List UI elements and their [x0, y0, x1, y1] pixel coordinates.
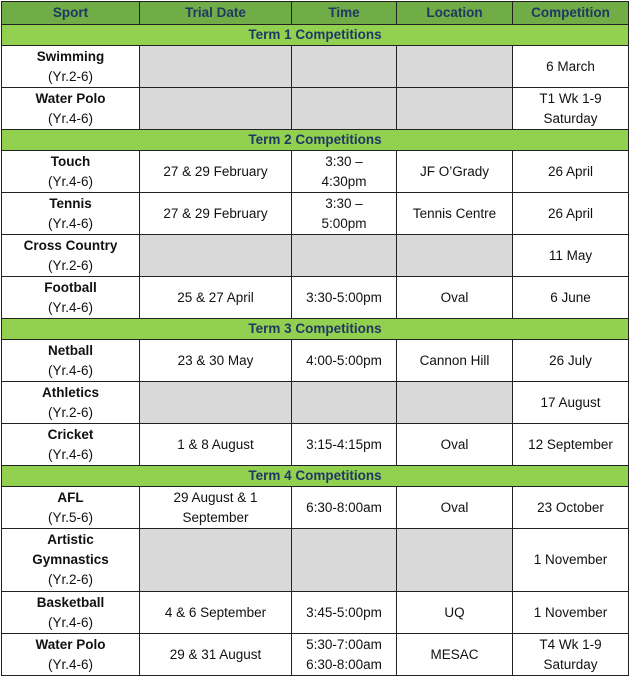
- competition-cell: [513, 151, 629, 193]
- term-title: Term 4 Competitions: [2, 466, 629, 487]
- table-row: [2, 46, 629, 88]
- sport-cell: [2, 340, 140, 382]
- cell-line: 3:45-5:00pm: [306, 604, 382, 620]
- cell-line: 3:30 –: [325, 153, 363, 169]
- sport-name: Football: [44, 279, 97, 295]
- cell-line: 29 & 31 August: [169, 646, 262, 662]
- term-row: [2, 319, 629, 340]
- sport-name: Netball: [47, 342, 93, 358]
- location-cell: [397, 487, 513, 529]
- cell-line: 12 September: [528, 436, 613, 452]
- location-cell: [397, 277, 513, 319]
- year-levels: (Yr.4-6): [47, 173, 93, 189]
- sport-name: Athletics: [41, 384, 99, 400]
- competition-cell: [513, 340, 629, 382]
- time-cell: [292, 151, 397, 193]
- location-cell: [397, 151, 513, 193]
- trial-date-cell: [140, 529, 292, 592]
- time-cell: [292, 277, 397, 319]
- competition-cell: [513, 529, 629, 592]
- cell-line: 3:30 –: [325, 195, 363, 211]
- cell-line: Oval: [440, 499, 469, 515]
- time-cell: [292, 592, 397, 634]
- competition-cell: [513, 235, 629, 277]
- time-cell: [292, 193, 397, 235]
- term-row: [2, 130, 629, 151]
- location-cell: [397, 340, 513, 382]
- table-row: [2, 634, 629, 676]
- term-title: Term 1 Competitions: [2, 25, 629, 46]
- term-row: [2, 25, 629, 46]
- table-row: [2, 529, 629, 592]
- sport-cell: [2, 634, 140, 676]
- trial-date-cell: [140, 277, 292, 319]
- header-competition: Competition: [513, 2, 629, 25]
- cell-line: T1 Wk 1-9: [539, 90, 602, 106]
- competition-cell: [513, 46, 629, 88]
- cell-line: 4 & 6 September: [164, 604, 267, 620]
- sport-cell: [2, 151, 140, 193]
- cell-line: Oval: [440, 289, 469, 305]
- header-sport: Sport: [2, 2, 140, 25]
- location-cell: [397, 592, 513, 634]
- location-cell: [397, 88, 513, 130]
- sport-cell: [2, 88, 140, 130]
- sport-name: Basketball: [36, 594, 105, 610]
- time-cell: [292, 529, 397, 592]
- table-row: [2, 592, 629, 634]
- cell-line: 6 March: [546, 58, 595, 74]
- table-row: [2, 193, 629, 235]
- sport-name: Cross Country: [23, 237, 118, 253]
- sport-name: Artistic: [47, 532, 94, 547]
- cell-line: 6:30-8:00am: [306, 499, 382, 515]
- competition-cell: [513, 88, 629, 130]
- cell-line: 26 April: [547, 205, 594, 221]
- cell-line: Saturday: [543, 656, 598, 672]
- cell-line: 27 & 29 February: [163, 163, 268, 179]
- time-cell: [292, 382, 397, 424]
- sport-name: Tennis: [49, 195, 92, 211]
- sport-cell: [2, 487, 140, 529]
- cell-line: 5:30-7:00am: [306, 636, 382, 652]
- trial-date-cell: [140, 634, 292, 676]
- trial-date-cell: [140, 46, 292, 88]
- sport-name: Water Polo: [35, 90, 106, 106]
- cell-line: 17 August: [540, 394, 601, 410]
- year-levels: (Yr.4-6): [47, 656, 93, 672]
- cell-line: 1 November: [533, 552, 608, 567]
- trial-date-cell: [140, 592, 292, 634]
- competition-cell: [513, 592, 629, 634]
- cell-line: 3:15-4:15pm: [306, 436, 382, 452]
- year-levels: (Yr.4-6): [47, 614, 93, 630]
- location-cell: [397, 235, 513, 277]
- term-title: Term 3 Competitions: [2, 319, 629, 340]
- time-cell: [292, 235, 397, 277]
- sport-cell: [2, 382, 140, 424]
- location-cell: [397, 46, 513, 88]
- competition-cell: [513, 424, 629, 466]
- table-row: [2, 277, 629, 319]
- sports-schedule-table: [1, 1, 629, 676]
- sport-cell: [2, 193, 140, 235]
- cell-line: 25 & 27 April: [177, 289, 254, 305]
- cell-line: 3:30-5:00pm: [306, 289, 382, 305]
- cell-line: 5:00pm: [321, 215, 367, 231]
- competition-cell: [513, 634, 629, 676]
- cell-line: T4 Wk 1-9: [539, 636, 602, 652]
- table-row: [2, 151, 629, 193]
- year-levels: (Yr.4-6): [47, 215, 93, 231]
- sport-cell: [2, 235, 140, 277]
- sport-cell: [2, 424, 140, 466]
- cell-line: 6 June: [550, 289, 591, 305]
- cell-line: 26 April: [547, 163, 594, 179]
- sport-name: Gymnastics: [32, 552, 109, 567]
- trial-date-cell: [140, 340, 292, 382]
- header-trial-date: Trial Date: [140, 2, 292, 25]
- competition-cell: [513, 193, 629, 235]
- cell-line: Oval: [440, 436, 469, 452]
- sport-cell: [2, 46, 140, 88]
- cell-line: 23 October: [537, 499, 604, 515]
- cell-line: 4:30pm: [321, 173, 367, 189]
- header-row: [2, 2, 629, 25]
- year-levels: (Yr.4-6): [47, 299, 93, 315]
- sport-name: AFL: [57, 489, 84, 505]
- cell-line: JF O’Grady: [419, 163, 489, 179]
- trial-date-cell: [140, 382, 292, 424]
- cell-line: 11 May: [548, 247, 593, 263]
- year-levels: (Yr.2-6): [47, 572, 93, 587]
- sport-name: Water Polo: [35, 636, 106, 652]
- competition-cell: [513, 382, 629, 424]
- sport-cell: [2, 277, 140, 319]
- time-cell: [292, 46, 397, 88]
- location-cell: [397, 634, 513, 676]
- cell-line: 27 & 29 February: [163, 205, 268, 221]
- competition-cell: [513, 487, 629, 529]
- header-time: Time: [292, 2, 397, 25]
- location-cell: [397, 424, 513, 466]
- location-cell: [397, 529, 513, 592]
- year-levels: (Yr.5-6): [47, 509, 93, 525]
- year-levels: (Yr.4-6): [47, 362, 93, 378]
- cell-line: September: [182, 509, 249, 525]
- cell-line: MESAC: [430, 646, 479, 662]
- cell-line: Cannon Hill: [419, 352, 490, 368]
- cell-line: 29 August & 1: [173, 489, 258, 505]
- table-row: [2, 235, 629, 277]
- cell-line: UQ: [444, 604, 465, 620]
- year-levels: (Yr.4-6): [47, 446, 93, 462]
- cell-line: 4:00-5:00pm: [306, 352, 382, 368]
- location-cell: [397, 193, 513, 235]
- cell-line: 1 November: [533, 604, 608, 620]
- time-cell: [292, 424, 397, 466]
- header-location: Location: [397, 2, 513, 25]
- cell-line: Saturday: [543, 110, 598, 126]
- cell-line: 23 & 30 May: [177, 352, 254, 368]
- table-row: [2, 382, 629, 424]
- sport-cell: [2, 592, 140, 634]
- competition-cell: [513, 277, 629, 319]
- trial-date-cell: [140, 151, 292, 193]
- trial-date-cell: [140, 235, 292, 277]
- table-row: [2, 340, 629, 382]
- table-row: [2, 424, 629, 466]
- location-cell: [397, 382, 513, 424]
- time-cell: [292, 340, 397, 382]
- year-levels: (Yr.2-6): [47, 68, 93, 84]
- year-levels: (Yr.2-6): [47, 404, 93, 420]
- year-levels: (Yr.2-6): [47, 257, 93, 273]
- time-cell: [292, 634, 397, 676]
- trial-date-cell: [140, 487, 292, 529]
- time-cell: [292, 88, 397, 130]
- sport-name: Touch: [50, 153, 91, 169]
- term-title: Term 2 Competitions: [2, 130, 629, 151]
- table-row: [2, 487, 629, 529]
- term-row: [2, 466, 629, 487]
- cell-line: 6:30-8:00am: [306, 656, 382, 672]
- table-row: [2, 88, 629, 130]
- cell-line: Tennis Centre: [412, 205, 497, 221]
- sport-name: Swimming: [36, 48, 105, 64]
- trial-date-cell: [140, 193, 292, 235]
- sport-cell: [2, 529, 140, 592]
- year-levels: (Yr.4-6): [47, 110, 93, 126]
- cell-line: 26 July: [549, 352, 592, 368]
- cell-line: 1 & 8 August: [177, 436, 254, 452]
- time-cell: [292, 487, 397, 529]
- trial-date-cell: [140, 424, 292, 466]
- trial-date-cell: [140, 88, 292, 130]
- sport-name: Cricket: [47, 426, 94, 442]
